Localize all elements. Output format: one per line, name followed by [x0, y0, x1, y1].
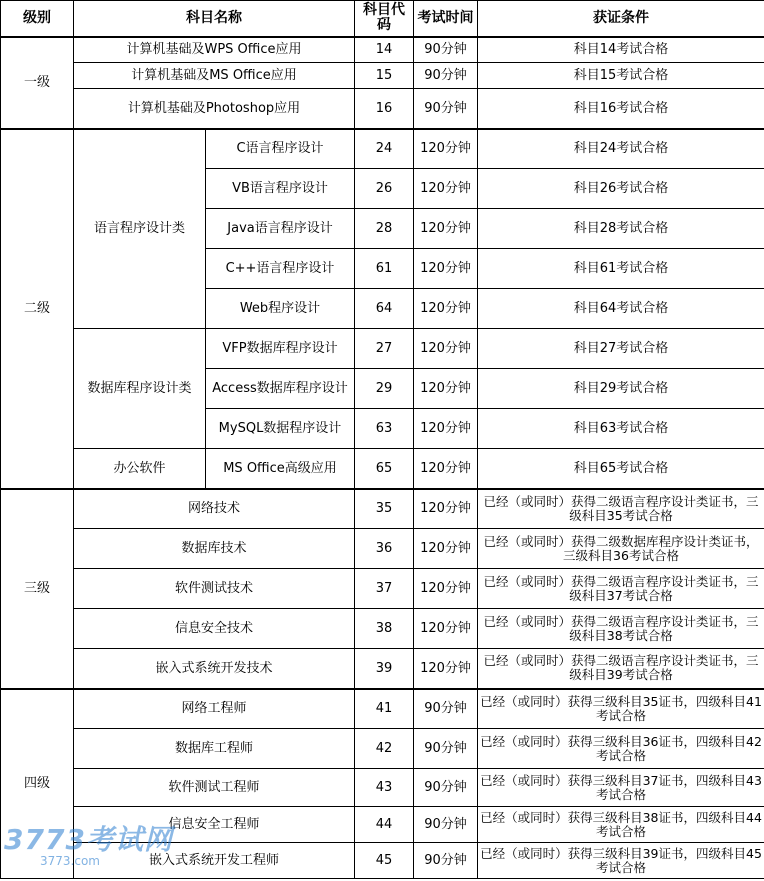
subject-code: 24: [355, 129, 414, 169]
table-row: [1, 807, 764, 843]
subject-code: 42: [355, 729, 414, 769]
header-code: 科目代码: [355, 1, 414, 37]
watermark-main-text: 3773考试网: [4, 823, 173, 856]
subject-name: Web程序设计: [206, 289, 355, 329]
condition: 科目26考试合格: [478, 169, 764, 209]
table-row: [1, 129, 764, 169]
subject-code: 64: [355, 289, 414, 329]
condition: 科目28考试合格: [478, 209, 764, 249]
condition: 科目24考试合格: [478, 129, 764, 169]
subject-code: 29: [355, 369, 414, 409]
table-row: [1, 609, 764, 649]
exam-time: 120分钟: [414, 369, 478, 409]
subject-code: 27: [355, 329, 414, 369]
subject-name: C语言程序设计: [206, 129, 355, 169]
subject-code: 15: [355, 63, 414, 89]
table-row: [1, 89, 764, 129]
table-row: [1, 329, 764, 369]
level-cell-4: 四级: [1, 689, 74, 879]
condition: 科目61考试合格: [478, 249, 764, 289]
subject-code: 36: [355, 529, 414, 569]
exam-time: 90分钟: [414, 769, 478, 807]
exam-time: 90分钟: [414, 843, 478, 879]
table-row: [1, 37, 764, 63]
exam-time: 120分钟: [414, 569, 478, 609]
condition: 已经（或同时）获得三级科目38证书，四级科目44考试合格: [478, 807, 764, 843]
exam-time: 90分钟: [414, 89, 478, 129]
table-row: [1, 63, 764, 89]
subject-code: 14: [355, 37, 414, 63]
table-row: [1, 529, 764, 569]
subject-name: C++语言程序设计: [206, 249, 355, 289]
subject-code: 63: [355, 409, 414, 449]
subject-code: 65: [355, 449, 414, 489]
subject-name: VFP数据库程序设计: [206, 329, 355, 369]
subject-name: 计算机基础及MS Office应用: [74, 63, 355, 89]
header-condition: 获证条件: [478, 1, 764, 37]
subject-code: 43: [355, 769, 414, 807]
condition: 科目64考试合格: [478, 289, 764, 329]
table-row: [1, 449, 764, 489]
exam-time: 120分钟: [414, 209, 478, 249]
watermark-sub-text: 3773.com: [40, 854, 100, 868]
level-cell-3: 三级: [1, 489, 74, 689]
level-cell-1: 一级: [1, 37, 74, 129]
condition: 科目16考试合格: [478, 89, 764, 129]
subject-code: 28: [355, 209, 414, 249]
condition: 已经（或同时）获得二级语言程序设计类证书，三级科目37考试合格: [478, 569, 764, 609]
subject-code: 38: [355, 609, 414, 649]
condition: 已经（或同时）获得三级科目35证书，四级科目41考试合格: [478, 689, 764, 729]
exam-time: 120分钟: [414, 169, 478, 209]
subject-name: 计算机基础及Photoshop应用: [74, 89, 355, 129]
header-subject-name: 科目名称: [74, 1, 355, 37]
table-row: [1, 843, 764, 879]
category-cell-lang: 语言程序设计类: [74, 129, 206, 329]
exam-time: 120分钟: [414, 649, 478, 689]
subject-code: 26: [355, 169, 414, 209]
exam-time: 120分钟: [414, 289, 478, 329]
subject-name: 信息安全工程师: [74, 807, 355, 843]
condition: 科目14考试合格: [478, 37, 764, 63]
category-cell-office: 办公软件: [74, 449, 206, 489]
table-row: [1, 649, 764, 689]
subject-name: 信息安全技术: [74, 609, 355, 649]
exam-time: 120分钟: [414, 249, 478, 289]
subject-name: MySQL数据程序设计: [206, 409, 355, 449]
table-row: [1, 689, 764, 729]
subject-name: 数据库技术: [74, 529, 355, 569]
subject-name: 嵌入式系统开发工程师: [74, 843, 355, 879]
exam-time: 90分钟: [414, 63, 478, 89]
condition: 科目65考试合格: [478, 449, 764, 489]
exam-time: 120分钟: [414, 609, 478, 649]
subject-code: 45: [355, 843, 414, 879]
condition: 科目27考试合格: [478, 329, 764, 369]
table-row: [1, 569, 764, 609]
subject-name: 软件测试工程师: [74, 769, 355, 807]
exam-time: 90分钟: [414, 807, 478, 843]
condition: 科目63考试合格: [478, 409, 764, 449]
subject-code: 61: [355, 249, 414, 289]
condition: 已经（或同时）获得二级数据库程序设计类证书，三级科目36考试合格: [478, 529, 764, 569]
subject-code: 16: [355, 89, 414, 129]
header-level: 级别: [1, 1, 74, 37]
subject-name: 计算机基础及WPS Office应用: [74, 37, 355, 63]
table-row: [1, 769, 764, 807]
subject-code: 37: [355, 569, 414, 609]
header-time: 考试时间: [414, 1, 478, 37]
condition: 已经（或同时）获得三级科目36证书，四级科目42考试合格: [478, 729, 764, 769]
exam-time: 90分钟: [414, 37, 478, 63]
subject-name: MS Office高级应用: [206, 449, 355, 489]
category-cell-db: 数据库程序设计类: [74, 329, 206, 449]
condition: 已经（或同时）获得三级科目37证书，四级科目43考试合格: [478, 769, 764, 807]
exam-time: 120分钟: [414, 449, 478, 489]
exam-time: 90分钟: [414, 689, 478, 729]
exam-time: 120分钟: [414, 529, 478, 569]
condition: 科目15考试合格: [478, 63, 764, 89]
subject-name: 网络工程师: [74, 689, 355, 729]
exam-time: 120分钟: [414, 129, 478, 169]
condition: 科目29考试合格: [478, 369, 764, 409]
subject-name: VB语言程序设计: [206, 169, 355, 209]
table-row: [1, 729, 764, 769]
subject-code: 39: [355, 649, 414, 689]
subject-name: 软件测试技术: [74, 569, 355, 609]
condition: 已经（或同时）获得二级语言程序设计类证书，三级科目39考试合格: [478, 649, 764, 689]
condition: 已经（或同时）获得二级语言程序设计类证书，三级科目38考试合格: [478, 609, 764, 649]
header-row: [1, 1, 764, 37]
subject-name: 嵌入式系统开发技术: [74, 649, 355, 689]
exam-time: 90分钟: [414, 729, 478, 769]
subject-code: 35: [355, 489, 414, 529]
level-cell-2: 二级: [1, 129, 74, 489]
exam-time: 120分钟: [414, 409, 478, 449]
exam-time: 120分钟: [414, 329, 478, 369]
exam-time: 120分钟: [414, 489, 478, 529]
condition: 已经（或同时）获得三级科目39证书，四级科目45考试合格: [478, 843, 764, 879]
subject-name: Access数据库程序设计: [206, 369, 355, 409]
subject-code: 44: [355, 807, 414, 843]
subject-name: 数据库工程师: [74, 729, 355, 769]
subject-name: 网络技术: [74, 489, 355, 529]
subject-code: 41: [355, 689, 414, 729]
condition: 已经（或同时）获得二级语言程序设计类证书，三级科目35考试合格: [478, 489, 764, 529]
table-row: [1, 489, 764, 529]
subject-name: Java语言程序设计: [206, 209, 355, 249]
